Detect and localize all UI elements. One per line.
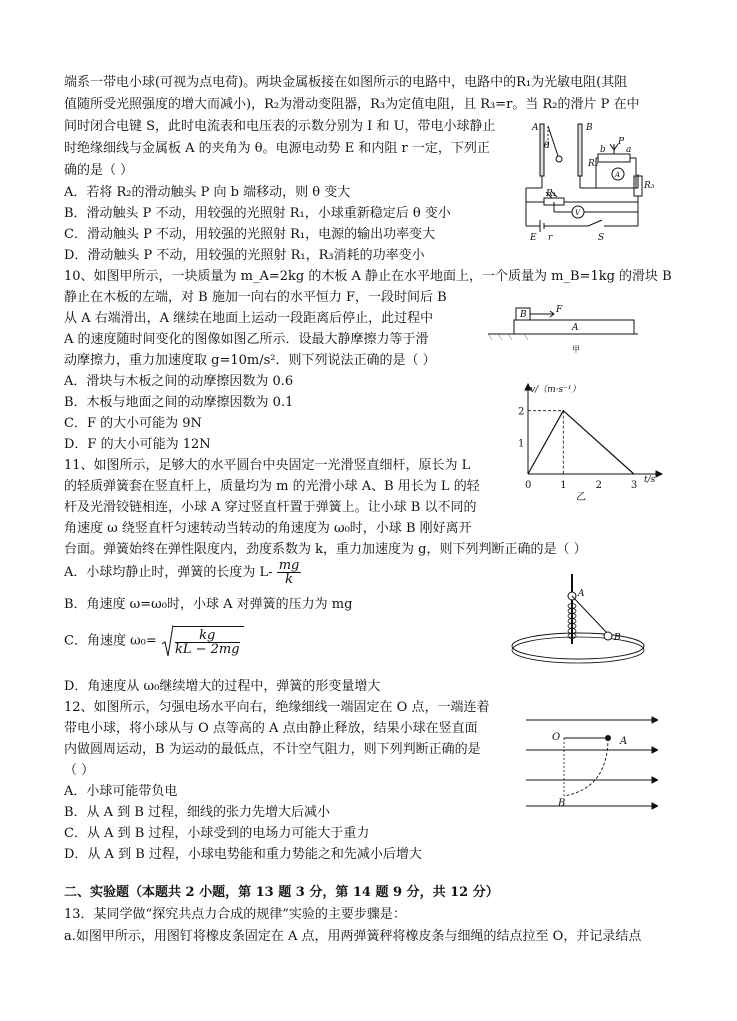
vt-x-tick-label: 0 — [525, 480, 532, 491]
q11-option-b: B．角速度 ω=ω₀时，小球 A 对弹簧的压力为 mg — [64, 597, 353, 612]
ball-b — [604, 632, 612, 640]
vt-x-tick-label: 3 — [630, 480, 638, 491]
q9-option-a: A．若将 R₂的滑动触头 P 向 b 端移动，则 θ 变大 — [64, 185, 351, 200]
q12-stem-line-3: 内做圆周运动，B 为运动的最低点，不计空气阻力，则下列判断正确的是 — [64, 742, 481, 757]
label-r1: R₁ — [546, 189, 557, 199]
label-voltmeter: V — [575, 209, 581, 217]
q10-stem-line-3: 从 A 右端滑出，A 继续在地面上运动一段距离后停止，此过程中 — [64, 311, 434, 326]
thread — [548, 126, 558, 156]
label-a: a — [626, 145, 632, 155]
label-board-a: A — [572, 323, 579, 333]
caption-jia: 甲 — [572, 345, 580, 354]
label-emf: E — [530, 233, 537, 243]
label-p: P — [618, 137, 625, 147]
label-block-b: B — [520, 310, 527, 320]
q10-stem-line-5: 动摩擦力，重力加速度取 g=10m/s²．则下列说法正确的是（ ） — [64, 353, 436, 368]
label-switch: S — [598, 233, 605, 243]
q12-option-b: B．从 A 到 B 过程，细线的张力先增大后减小 — [64, 805, 331, 820]
q11-turntable-figure — [508, 568, 658, 668]
label-theta: θ — [544, 141, 550, 151]
q11-stem-line-3: 杆及光滑铰链相连，小球 A 穿过竖直杆置于弹簧上。让小球 B 以不同的 — [64, 500, 477, 515]
r2-rheostat — [598, 154, 630, 162]
charged-ball — [556, 156, 562, 162]
vt-y-axis-label: v/（m·s⁻¹） — [530, 385, 581, 395]
vt-x-axis-label: t/s — [644, 475, 656, 485]
q11-option-a-numerator: mg — [278, 558, 300, 573]
q10-option-a: A．滑块与木板之间的动摩擦因数为 0.6 — [64, 374, 294, 389]
q10-option-c: C．F 的大小可能为 9N — [64, 416, 202, 431]
vt-y-tick-label: 2 — [518, 406, 525, 418]
q9-stem-line-3: 间时闭合电键 S，此时电流表和电压表的示数分别为 I 和 U，带电小球静止 — [64, 119, 496, 134]
q11-option-a-denominator: k — [285, 572, 293, 587]
q10-option-b: B．木板与地面之间的动摩擦因数为 0.1 — [64, 395, 294, 410]
q11-option-d: D．角速度从 ω₀继续增大的过程中，弹簧的形变量增大 — [64, 679, 381, 694]
q11-option-a — [64, 559, 301, 586]
q10-figure-jia — [488, 300, 648, 356]
label-r: r — [548, 233, 553, 243]
q9-circuit-figure — [518, 118, 658, 246]
q13-stem: 13．某同学做“探究共点力合成的规律”实验的主要步骤是： — [64, 907, 406, 922]
q10-stem-line-1: 10、如图甲所示，一块质量为 m_A=2kg 的木板 A 静止在水平地面上，一个质量为 m_B=1kg 的滑块 B — [64, 269, 672, 284]
q12-option-a: A．小球可能带负电 — [64, 784, 178, 799]
q10-stem-line-2: 静止在木板的左端，对 B 施加一向右的水平恒力 F，一段时间后 B — [64, 290, 447, 305]
label-plate-a: A — [532, 123, 539, 133]
label-b: b — [600, 145, 606, 155]
q9-stem-line-2: 值随所受光照强度的增大而减小)，R₂为滑动变阻器，R₃为定值电阻，且 R₃=r。当 R₂的滑片 P 在中 — [64, 97, 640, 112]
field-lines — [526, 717, 658, 809]
q9-option-b: B．滑动触头 P 不动，用较强的光照射 R₁，小球重新稳定后 θ 变小 — [64, 206, 451, 221]
plate-b — [578, 124, 582, 176]
q9-option-c: C．滑动触头 P 不动，用较强的光照射 R₁，电源的输出功率变大 — [64, 227, 436, 242]
q10-vt-chart — [508, 378, 668, 502]
light-rod — [572, 596, 608, 634]
label-force: F — [556, 305, 563, 315]
label-r2: R₂ — [588, 159, 599, 169]
section2-title: 二、实验题（本题共 2 小题，第 13 题 3 分，第 14 题 9 分，共 12 分） — [64, 885, 499, 900]
ball-at-a — [605, 735, 611, 741]
q11-option-c-fraction — [173, 626, 244, 656]
q11-option-c-prefix: C．角速度 ω₀= — [64, 633, 157, 649]
q12-option-c: C．从 A 到 B 过程，小球受到的电场力可能大于重力 — [64, 826, 370, 841]
q13-step-a: a.如图甲所示，用图钉将橡皮条固定在 A 点，用两弹簧秤将橡皮条与细绳的结点拉至 O，并记录结点 — [64, 929, 642, 944]
q11-option-c-numerator: kg — [175, 629, 240, 643]
caption-yi: 乙 — [576, 492, 586, 502]
q10-stem-line-4: A 的速度随时间变化的图像如图乙所示．设最大静摩擦力等于滑 — [64, 332, 429, 347]
q9-stem-line-4: 时绝缘细线与金属板 A 的夹角为 θ。电源电动势 E 和内阻 r 一定，下列正 — [64, 141, 490, 156]
trajectory-arc — [564, 738, 608, 796]
label-ball-a: A — [578, 589, 585, 599]
switch-s — [588, 220, 602, 226]
q9-stem-line-5: 确的是（ ） — [64, 163, 134, 178]
vt-x-tick-label: 1 — [560, 480, 567, 491]
q9-stem-line-1: 端系一带电小球(可视为点电荷)。两块金属板接在如图所示的电路中，电路中的R₁为光敏电阻(其阻 — [64, 75, 628, 90]
label-a: A — [620, 736, 628, 747]
label-ammeter: A — [615, 171, 621, 179]
q11-stem-line-4: 角速度 ω 绕竖直杆匀速转动当转动的角速度为 ω₀时，小球 B 刚好离开 — [64, 521, 472, 536]
q11-option-c-denominator: kL − 2mg — [174, 642, 240, 657]
label-ball-b: B — [614, 633, 621, 643]
q11-stem-line-1: 11、如图所示，足够大的水平圆台中央固定一光滑竖直细杆，原长为 L — [64, 458, 471, 473]
q11-stem-line-2: 的轻质弹簧套在竖直杆上，质量均为 m 的光滑小球 A、B 用长为 L 的轻 — [64, 479, 480, 494]
q11-option-a-fraction — [277, 559, 302, 586]
label-plate-b: B — [586, 123, 593, 133]
vt-y-tick-label: 1 — [518, 438, 525, 450]
q12-stem-line-2: 带电小球，将小球从与 O 点等高的 A 点由静止释放，结果小球在竖直面 — [64, 721, 478, 736]
label-r3: R₃ — [644, 181, 655, 191]
q12-stem-line-4: （ ） — [64, 763, 95, 778]
label-b: B — [558, 798, 566, 809]
q11-stem-line-5: 台面。弹簧始终在弹性限度内，劲度系数为 k，重力加速度为 g，则下列判断正确的是（ ） — [64, 542, 587, 557]
vt-series-line — [528, 411, 634, 474]
q12-option-d: D．从 A 到 B 过程，小球电势能和重力势能之和先减小后增大 — [64, 847, 422, 862]
q9-option-d: D．滑动触头 P 不动，用较强的光照射 R₁，R₃消耗的功率变小 — [64, 248, 425, 263]
q11-option-a-prefix: A．小球均静止时，弹簧的长度为 L- — [64, 565, 273, 580]
q12-stem-line-1: 12、如图所示，匀强电场水平向右，绝缘细线一端固定在 O 点，一端连着 — [64, 700, 490, 715]
vt-x-axis-arrow — [656, 471, 662, 477]
label-o: O — [552, 732, 561, 743]
q10-option-d: D．F 的大小可能为 12N — [64, 437, 211, 452]
q12-field-figure — [524, 708, 658, 812]
vt-x-tick-label: 2 — [595, 480, 602, 491]
q11-option-c — [64, 624, 244, 658]
sqrt-sign-icon — [161, 624, 173, 658]
